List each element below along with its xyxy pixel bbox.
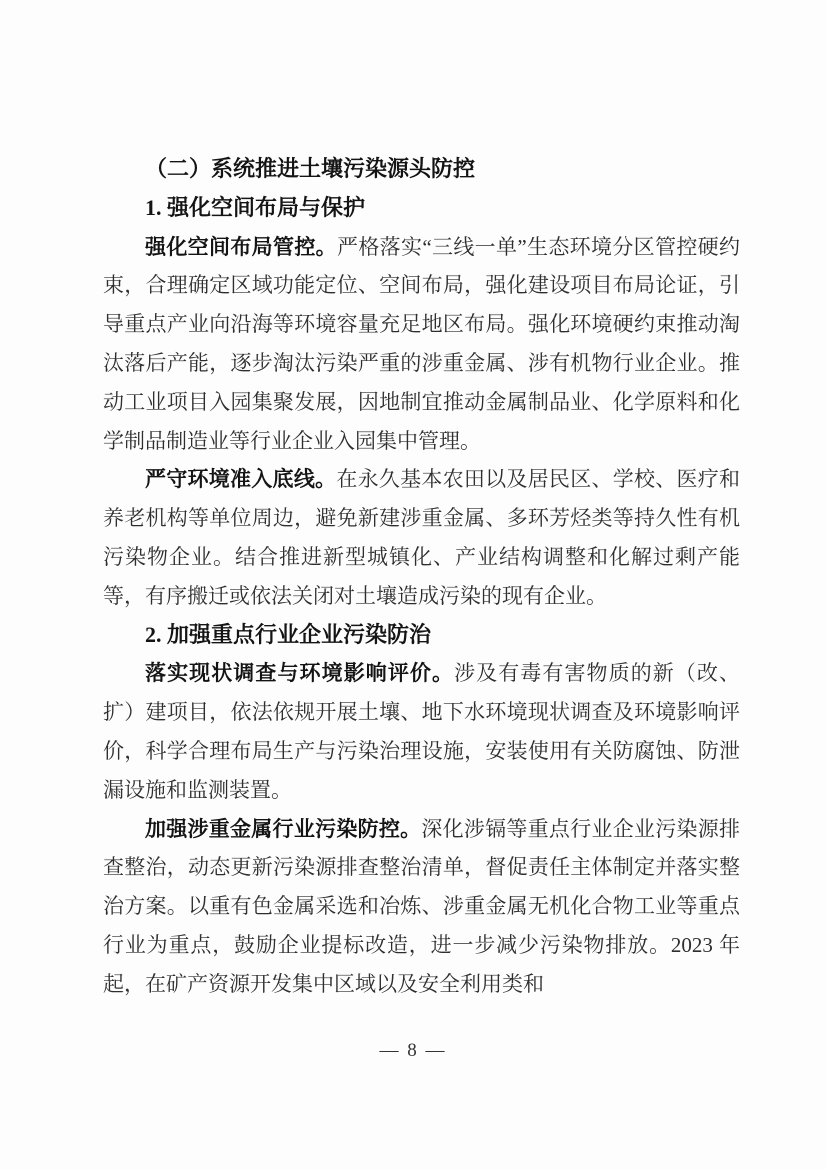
paragraph-1-lead: 强化空间布局管控。 bbox=[145, 234, 338, 259]
paragraph-1-text: 严格落实“三线一单”生态环境分区管控硬约束，合理确定区域功能定位、空间布局，强化建设项目布局论证，引导重点产业向沿海等环境容量充足地区布局。强化环境硬约束推动淘汰落后产能，逐步淘汰污染严重的涉重金属、涉有机物行业企业。推动工业项目入园集聚发展，因地制宜推动金属制品业、化学原料和化学制品制造业等行业企业入园集中管理。 bbox=[103, 234, 741, 453]
paragraph-status-survey-eia bbox=[103, 654, 740, 809]
subsection-heading-1: 1. 强化空间布局与保护 bbox=[145, 194, 366, 220]
paragraph-3-lead: 落实现状调查与环境影响评价。 bbox=[145, 661, 455, 686]
paragraph-4-lead: 加强涉重金属行业污染防控。 bbox=[145, 816, 422, 841]
paragraph-spatial-layout-control bbox=[103, 228, 740, 461]
paragraph-environmental-access-baseline bbox=[103, 460, 740, 615]
paragraph-2-text: 在永久基本农田以及居民区、学校、医疗和养老机构等单位周边，避免新建涉重金属、多环芳烃类等持久性有机污染物企业。结合推进新型城镇化、产业结构调整和化解过剩产能等，有序搬迁或依法关闭对土壤造成污染的现有企业。 bbox=[103, 467, 741, 608]
document-content bbox=[103, 150, 740, 1004]
paragraph-4-text: 深化涉镉等重点行业企业污染源排查整治，动态更新污染源排查整治清单，督促责任主体制定并落实整治方案。以重有色金属采选和冶炼、涉重金属无机化合物工业等重点行业为重点，鼓励企业提标改造，进一步减少污染物排放。2023 年起，在矿产资源开发集中区域以及安全利用类和 bbox=[103, 816, 741, 996]
paragraph-2-lead: 严守环境准入底线。 bbox=[145, 467, 337, 492]
subsection-heading-2: 2. 加强重点行业企业污染防治 bbox=[145, 621, 432, 647]
page-number: — 8 — bbox=[379, 1040, 447, 1061]
section-heading: （二）系统推进土壤污染源头防控 bbox=[145, 156, 476, 181]
paragraph-heavy-metal-industry-control bbox=[103, 810, 740, 1004]
paragraph-3-text: 涉及有毒有害物质的新（改、扩）建项目，依法依规开展土壤、地下水环境现状调查及环境影响评价，科学合理布局生产与污染治理设施，安装使用有关防腐蚀、防泄漏设施和监测装置。 bbox=[103, 661, 741, 802]
